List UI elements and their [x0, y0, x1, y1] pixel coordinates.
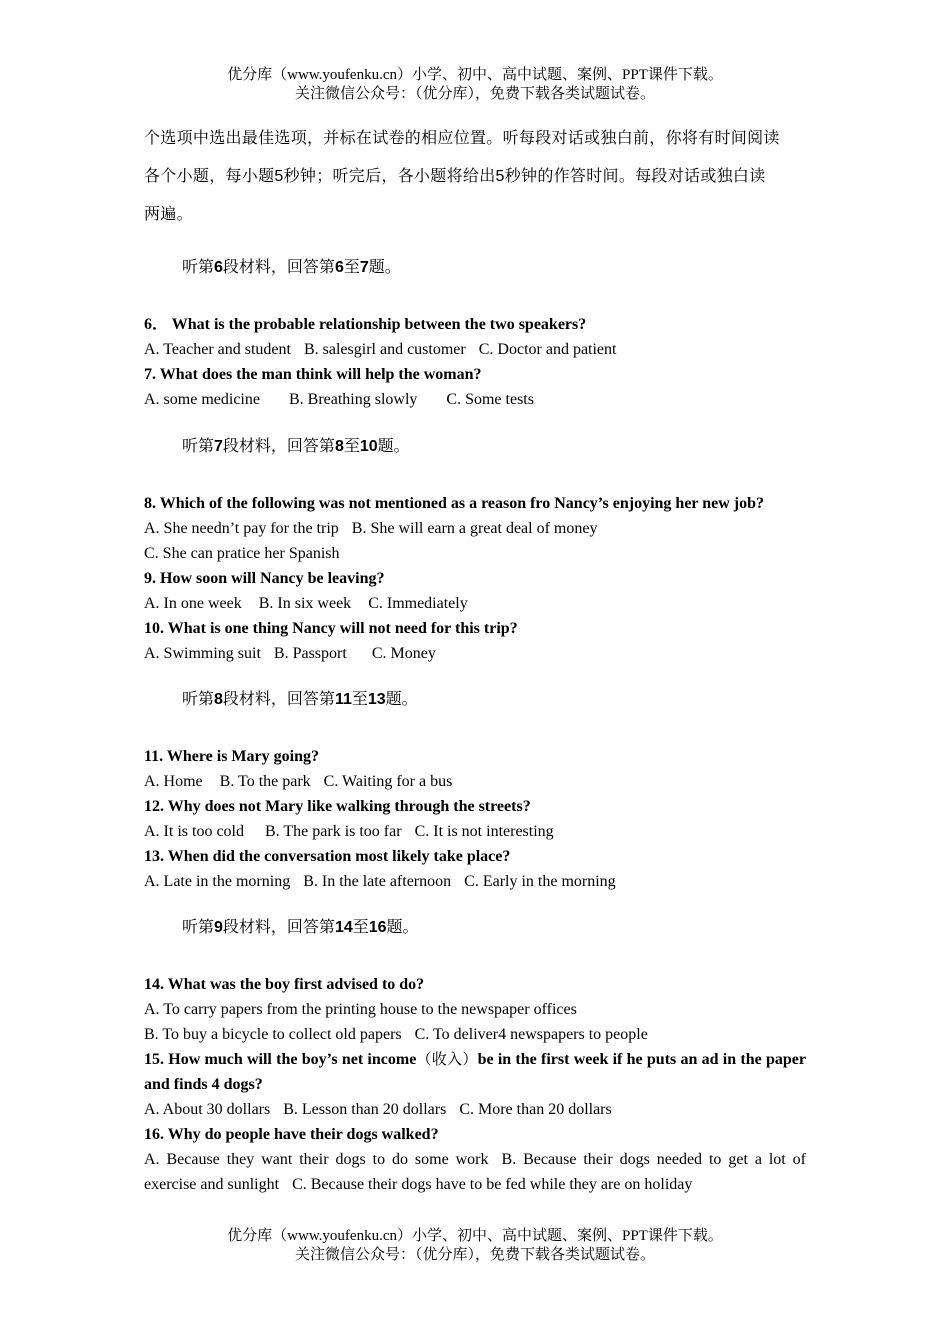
- option-16b: B. Because their dogs needed to get a lot of exercise and sunlight: [144, 1151, 807, 1193]
- question-10: 10. What is one thing Nancy will not need for this trip?: [144, 620, 518, 637]
- question-15-text: 15. How much will the boy’s net income: [144, 1051, 417, 1068]
- instructions-number: 5: [274, 167, 284, 185]
- instructions-paragraph: [144, 119, 806, 233]
- options-14bc: [144, 1022, 806, 1047]
- option-11c: C. Waiting for a bus: [323, 773, 453, 790]
- question-15-chinese-gloss: （收入）: [416, 1050, 478, 1068]
- footer-line-2: 关注微信公众号：（优分库），免费下载各类试题试卷。: [294, 1247, 655, 1263]
- options-10: [144, 641, 806, 666]
- option-8b: B. She will earn a great deal of money: [351, 520, 598, 537]
- section-heading-6: [182, 256, 401, 279]
- option-8a: A. She needn’t pay for the trip: [144, 520, 339, 537]
- option-7c: C. Some tests: [446, 391, 534, 408]
- question-15: [144, 1047, 806, 1097]
- section-text: 听第: [182, 917, 215, 936]
- option-6c: C. Doctor and patient: [478, 341, 617, 358]
- option-9b: B. In six week: [258, 595, 352, 612]
- option-7a: A. some medicine: [144, 391, 260, 408]
- question-9: 9. How soon will Nancy be leaving?: [144, 570, 385, 587]
- header-line-2: 关注微信公众号：（优分库），免费下载各类试题试卷。: [294, 86, 655, 102]
- option-16c: C. Because their dogs have to be fed while they are on holiday: [292, 1176, 693, 1193]
- instructions-line-2: [144, 157, 806, 196]
- question-13: 13. When did the conversation most likely take place?: [144, 848, 511, 865]
- option-9a: A. In one week: [144, 595, 242, 612]
- options-16: [144, 1147, 806, 1197]
- section-number: 14: [334, 919, 353, 936]
- instructions-line-3: 两遍。: [144, 204, 193, 223]
- option-14c: C. To deliver4 newspapers to people: [414, 1026, 648, 1043]
- instructions-text: 秒钟；听完后，各小题将给出: [283, 165, 496, 185]
- options-11: [144, 769, 806, 794]
- section-heading-7: [182, 435, 410, 458]
- page-footer: [0, 1227, 950, 1265]
- option-11a: A. Home: [144, 773, 203, 790]
- question-7: 7. What does the man think will help the woman?: [144, 366, 482, 383]
- section-number: 13: [367, 691, 386, 708]
- option-15b: B. Lesson than 20 dollars: [283, 1101, 447, 1118]
- section-text: 题。: [386, 917, 419, 936]
- options-9: [144, 591, 806, 616]
- question-11: 11. Where is Mary going?: [144, 748, 319, 765]
- section-number: 8: [214, 691, 223, 708]
- section-number: 6: [214, 259, 223, 276]
- option-11b: B. To the park: [219, 773, 311, 790]
- instructions-line-1: 个选项中选出最佳选项，并标在试卷的相应位置。听每段对话或独白前，你将有时间阅读: [144, 128, 780, 147]
- section-number: 7: [359, 259, 369, 276]
- section-text: 段材料，回答第: [222, 436, 335, 455]
- options-7: [144, 387, 806, 412]
- instructions-number: 5: [495, 167, 505, 185]
- option-9c: C. Immediately: [368, 595, 468, 612]
- section-text: 段材料，回答第: [222, 917, 335, 936]
- option-16a: A. Because they want their dogs to do some work: [144, 1151, 489, 1168]
- section-number: 16: [368, 919, 387, 936]
- option-6b: B. salesgirl and customer: [303, 341, 466, 358]
- footer-line-1: 优分库（www.youfenku.cn）小学、初中、高中试题、案例、PPT课件下载。: [227, 1228, 723, 1244]
- option-15c: C. More than 20 dollars: [459, 1101, 612, 1118]
- section-text: 听第: [182, 257, 215, 276]
- option-8c: C. She can pratice her Spanish: [144, 545, 340, 562]
- question-12: 12. Why does not Mary like walking through the streets?: [144, 798, 531, 815]
- section-text: 题。: [385, 689, 418, 708]
- option-7b: B. Breathing slowly: [288, 391, 418, 408]
- option-13b: B. In the late afternoon: [303, 873, 452, 890]
- option-13a: A. Late in the morning: [144, 873, 291, 890]
- section-number: 11: [334, 691, 352, 708]
- question-6: 6． What is the probable relationship between the two speakers?: [144, 316, 587, 333]
- option-12c: C. It is not interesting: [414, 823, 554, 840]
- section-number: 8: [334, 438, 344, 455]
- option-10b: B. Passport: [273, 645, 347, 662]
- question-16: 16. Why do people have their dogs walked?: [144, 1126, 439, 1143]
- option-12b: B. The park is too far: [265, 823, 402, 840]
- section-text: 段材料，回答第: [222, 689, 335, 708]
- section-text: 至: [343, 436, 360, 455]
- section-text: 听第: [182, 436, 215, 455]
- options-8: [144, 516, 806, 541]
- option-14b: B. To buy a bicycle to collect old papers: [144, 1026, 402, 1043]
- option-6a: A. Teacher and student: [144, 341, 291, 358]
- option-13c: C. Early in the morning: [464, 873, 616, 890]
- options-15: [144, 1097, 806, 1122]
- instructions-text: 各个小题，每小题: [144, 165, 275, 185]
- section-text: 听第: [182, 689, 215, 708]
- options-12: [144, 819, 806, 844]
- section-text: 段材料，回答第: [222, 257, 335, 276]
- header-line-1: 优分库（www.youfenku.cn）小学、初中、高中试题、案例、PPT课件下载。: [227, 67, 723, 83]
- option-10c: C. Money: [371, 645, 436, 662]
- question-14: 14. What was the boy first advised to do?: [144, 976, 425, 993]
- section-text: 题。: [377, 436, 410, 455]
- option-12a: A. It is too cold: [144, 823, 244, 840]
- option-14a: A. To carry papers from the printing house to the newspaper offices: [144, 1001, 577, 1018]
- section-text: 至: [352, 917, 369, 936]
- page-header: [0, 66, 950, 104]
- question-15-text: be in the first week if he puts an ad in the paper and finds 4 dogs?: [144, 1051, 806, 1093]
- section-text: 至: [343, 257, 360, 276]
- section-number: 7: [214, 438, 223, 455]
- section-number: 9: [214, 919, 223, 936]
- options-13: [144, 869, 806, 894]
- options-6: [144, 337, 806, 362]
- section-text: 题。: [368, 257, 401, 276]
- question-8: 8. Which of the following was not mentioned as a reason fro Nancy’s enjoying her new job?: [144, 495, 765, 512]
- section-text: 至: [351, 689, 368, 708]
- section-number: 10: [359, 438, 378, 455]
- option-10a: A. Swimming suit: [144, 645, 261, 662]
- option-15a: A. About 30 dollars: [144, 1101, 271, 1118]
- section-number: 6: [334, 259, 344, 276]
- section-heading-8: [182, 688, 418, 711]
- instructions-text: 秒钟的作答时间。每段对话或独白读: [504, 165, 766, 185]
- section-heading-9: [182, 916, 419, 939]
